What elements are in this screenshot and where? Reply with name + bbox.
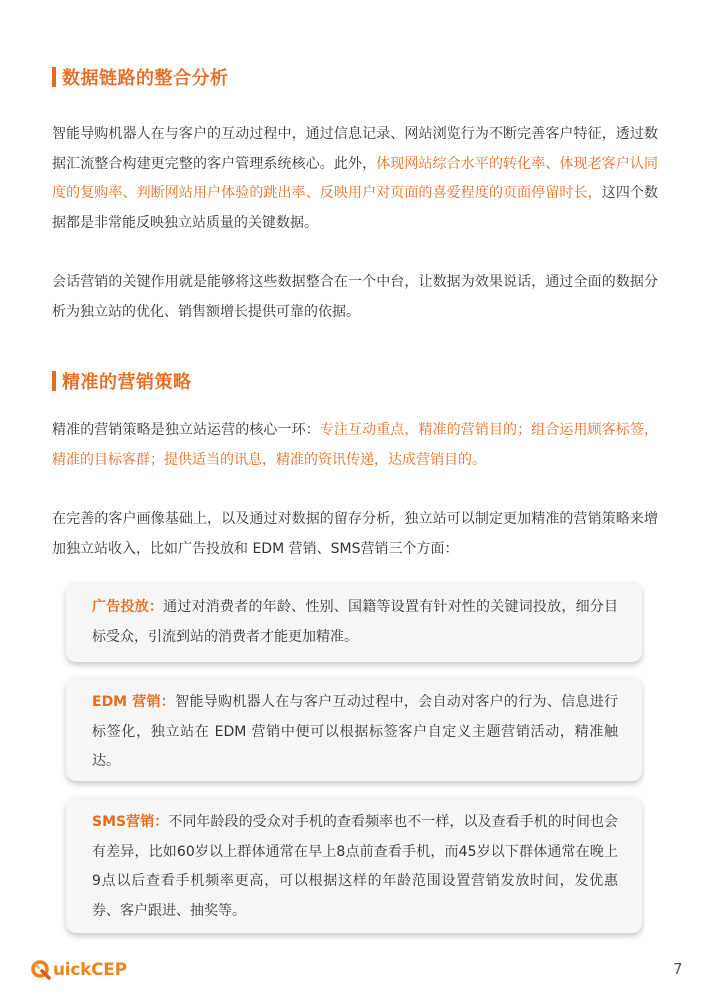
section-title: 数据链路的整合分析 [62, 68, 229, 89]
paragraph-text: 精准的营销策略是独立站运营的核心一环： [52, 422, 320, 438]
section-heading-marketing-strategy [52, 368, 192, 394]
card-body: 智能导购机器人在与客户互动过程中，会自动对客户的行为、信息进行标签化，独立站在 EDM 营销中便可以根据标签客户自定义主题营销活动，精准触达。 [92, 694, 618, 769]
card-ad-placement [66, 582, 642, 662]
heading-accent-bar [52, 67, 56, 87]
card-text [92, 808, 618, 926]
section-heading-data-integration [52, 64, 229, 90]
card-label: 广告投放： [92, 599, 164, 615]
paragraph-marketing-strategy-2: 在完善的客户画像基础上，以及通过对数据的留存分析，独立站可以制定更加精准的营销策略来增加独立站收入，比如广告投放和 EDM 营销、SMS营销三个方面： [52, 511, 658, 557]
logo-wordmark [53, 960, 127, 980]
paragraph-data-integration-2: 会话营销的关键作用就是能够将这些数据整合在一个中台，让数据为效果说话，通过全面的数据分析为独立站的优化、销售额增长提供可靠的依据。 [52, 274, 658, 320]
card-edm-marketing [66, 677, 642, 781]
heading-accent-bar [52, 371, 56, 391]
paragraph-text: 这四个数据都是非常能反映独立站质量的关键数据。 [52, 185, 659, 231]
highlighted-text: 专注互动重点，精准的营销目的；组合运用顾客标签，精准的目标客群；提供适当的讯息，精准的资讯传递，达成营销目的。 [52, 422, 659, 468]
card-label: SMS营销： [92, 814, 169, 830]
section-title: 精准的营销策略 [62, 372, 192, 393]
card-body: 不同年龄段的受众对手机的查看频率也不一样，以及查看手机的时间也会有差异，比如60岁以上群体通常在早上8点前查看手机，而45岁以下群体通常在晚上9点以后查看手机频率更高，可以根据这样的年龄范围设置营销发放时间，发优惠券、客户跟进、抽奖等。 [92, 814, 619, 919]
paragraph-data-integration-1 [52, 120, 658, 238]
card-text [92, 593, 618, 652]
logo-text-cep: CEP [91, 960, 127, 980]
card-sms-marketing [66, 797, 642, 933]
highlighted-text: 体现网站综合水平的转化率、体现老客户认同度的复购率、判断网站用户体验的跳出率、反映用户对页面的喜爱程度的页面停留时长， [52, 155, 659, 201]
q-logo-icon [30, 959, 52, 981]
paragraph-marketing-strategy-1 [52, 416, 658, 475]
card-body: 通过对消费者的年龄、性别、国籍等设置有针对性的关键词投放，细分目标受众，引流到站的消费者才能更加精准。 [92, 599, 619, 645]
card-text [92, 688, 618, 777]
page-number: 7 [673, 960, 683, 978]
quickcep-logo [30, 958, 127, 982]
card-label: EDM 营销： [92, 694, 176, 710]
paragraph-text: 智能导购机器人在与客户的互动过程中，通过信息记录、网站浏览行为不断完善客户特征，透过数据汇流整合构建更完整的客户管理系统核心。此外， [52, 126, 658, 172]
logo-text-uick: uick [53, 960, 92, 980]
